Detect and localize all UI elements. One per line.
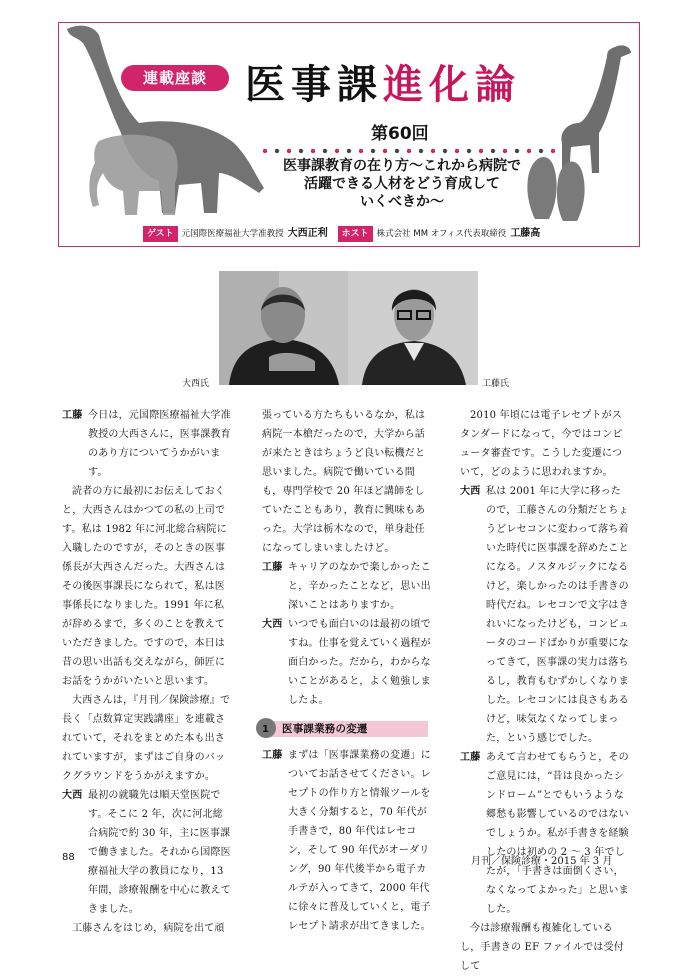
speaker-label: 大西	[62, 790, 83, 801]
divider-dot	[287, 149, 291, 153]
divider-dot	[311, 149, 315, 153]
divider-dot	[407, 149, 411, 153]
subtitle-line: いくべきか〜	[360, 194, 444, 210]
guest-name: 大西正利	[287, 228, 328, 239]
divider-dot	[335, 149, 339, 153]
speaker-label: 工藤	[262, 750, 283, 761]
paragraph-text: 最初の就職先は順天堂医院です。そこに 2 年，次に河北総合病院で約 30 年，主に医事課で働きました。それから国際医療福祉大学の教員になり，13 年間，診療報酬を中心に教えてきました。	[88, 790, 231, 915]
series-title-part1: 医事課	[245, 62, 383, 108]
section-heading	[256, 718, 432, 740]
dialogue-paragraph: 工藤さんをはじめ，病院を出て頑	[72, 923, 225, 934]
dialogue-paragraph	[460, 482, 630, 748]
section-number: 1	[262, 724, 270, 735]
portrait-kudo	[348, 271, 478, 385]
participants-credits	[143, 226, 550, 242]
divider-dot	[431, 149, 435, 153]
divider-dot	[323, 149, 327, 153]
divider-dot	[527, 149, 531, 153]
divider-dot	[395, 149, 399, 153]
dialogue-paragraph: 読者の方に最初にお伝えしておくと，大西さんはかつての私の上司です。私は 1982 年に河北総合病院に入職したのですが，そのときの医事係長が大西さんだった。大西さんはその後医事課長になられて，私は医事係長になりました。1991 年に私が辞めるまで，多くのことを教えていただきました。ですので，本日は昔の思い出話も交えながら，師匠にお話をうかがいたいと思います。	[62, 486, 227, 687]
paragraph-text: キャリアのなかで楽しかったこと，辛かったことなど，思い出深いことはありますか。	[288, 562, 431, 611]
speaker-label: 工藤	[460, 752, 481, 763]
host-tag: ホスト	[338, 226, 373, 242]
page-number: 88	[62, 852, 75, 863]
divider-dot	[443, 149, 447, 153]
text-column-2	[262, 406, 432, 936]
dialogue-paragraph: 2010 年頃には電子レセプトがスタンダードになって，今ではコンピュータ審査です。こうした変遷について，どのように思われますか。	[460, 410, 623, 478]
speaker-label: 大西	[460, 486, 481, 497]
divider-dot	[347, 149, 351, 153]
issue-number: 第60回	[371, 124, 429, 144]
portrait-onishi	[219, 271, 349, 385]
dot-divider	[259, 147, 559, 155]
photo-caption-kudo: 工藤氏	[482, 379, 510, 389]
divider-dot	[419, 149, 423, 153]
section-title: 医事課業務の変遷	[282, 723, 368, 735]
dialogue-paragraph: 今は診療報酬も複雑化しているし，手書きの EF ファイルでは受付して	[460, 923, 624, 972]
divider-dot	[551, 149, 555, 153]
divider-dot	[539, 149, 543, 153]
divider-dot	[371, 149, 375, 153]
divider-dot	[479, 149, 483, 153]
paragraph-text: いつでも面白いのは最初の頃ですね。仕事を覚えていく過程が面白かった。だから，わからないことがあると，よく勉強しましたよ。	[288, 619, 431, 706]
dialogue-paragraph	[262, 615, 432, 710]
divider-dot	[467, 149, 471, 153]
guest-tag: ゲスト	[143, 226, 178, 242]
article-header	[58, 22, 640, 247]
dialogue-paragraph	[262, 558, 432, 615]
divider-dot	[491, 149, 495, 153]
divider-dot	[299, 149, 303, 153]
publication-footer: 月刊／保険診療・2015 年 3 月	[471, 856, 613, 867]
divider-dot	[455, 149, 459, 153]
subtitle-line: 医事課教育の在り方〜これから病院で	[283, 158, 521, 174]
divider-dot	[383, 149, 387, 153]
photo-kudo	[348, 271, 478, 385]
speaker-label: 大西	[262, 619, 283, 630]
divider-dot	[515, 149, 519, 153]
divider-dot	[503, 149, 507, 153]
paragraph-text: 私は 2001 年に大学に移ったので，工藤さんの分類だとちょうどレセコンに変わって落ち着いた時代に医事課を辞めたことになる。ノスタルジックになるけど，楽しかったのは手書きの時代だね。レセコンで文字はきれいになったけども，コンピュータのコードばかりが重要になってきて，医事課の実力は落ちるし，教育もむずかしくなりました。レセコンには良さもあるけど，味気なくなってしまった，という感じでした。	[486, 486, 629, 744]
dialogue-paragraph: 大西さんは，『月刊／保険診療』で長く「点数算定実践講座」を連載されていて，それをまとめた本も出されていますが，まずはご自身のバックグラウンドをうかがえますか。	[62, 695, 231, 782]
dialogue-paragraph	[460, 748, 630, 919]
article-subtitle	[249, 157, 555, 211]
animal-silhouettes-illustration	[59, 23, 640, 247]
dialogue-paragraph	[62, 406, 232, 482]
photo-onishi	[219, 271, 349, 385]
speaker-label: 工藤	[262, 562, 283, 573]
paragraph-text: 今日は，元国際医療福祉大学准教授の大西さんに，医事課教育のあり方についてうかがいます。	[88, 410, 231, 478]
host-name: 工藤高	[510, 228, 541, 239]
host-affiliation: 株式会社 MM オフィス代表取締役	[376, 229, 507, 239]
divider-dot	[359, 149, 363, 153]
guest-affiliation: 元国際医療福祉大学准教授	[181, 229, 284, 239]
divider-dot	[275, 149, 279, 153]
text-column-1	[62, 406, 232, 938]
speaker-label: 工藤	[62, 410, 83, 421]
text-column-3	[460, 406, 630, 976]
series-badge: 連載座談	[121, 65, 229, 91]
paragraph-text: まずは「医事課業務の変遷」についてお話させてください。レセプトの作り方と情報ツールを大きく分類すると，70 年代が手書きで，80 年代はレセコン，そして 90 年代がオーダリング，90 年代後半から電子カルテが入ってきて，2000 年代に徐々に普及していくと，電子レセプト請求が出てきました。	[288, 750, 431, 932]
series-title-part2: 進化論	[383, 62, 521, 108]
photo-caption-onishi: 大西氏	[182, 379, 210, 389]
dialogue-paragraph	[62, 786, 232, 919]
divider-dot	[263, 149, 267, 153]
paragraph-text: あえて言わせてもらうと，そのご意見には，“昔は良かったシンドローム”とでもいうような郷愁も影響しているのではないでしょうか。私が手書きを経験したのは初めの 2 〜 3 年でしたが，「手書きは面倒くさい，なくなってよかった」と思いました。	[486, 752, 629, 915]
dialogue-paragraph	[262, 746, 432, 936]
subtitle-line: 活躍できる人材をどう育成して	[304, 176, 500, 192]
dialogue-paragraph: 張っている方たちもいるなか，私は病院一本槍だったので，大学から話が来たときはちょうど良い転機だと思いました。病院で働いている間も，専門学校で 20 年ほど講師をしていたこともあり，教育に興味もあった。大学は栃木なので，単身赴任になってしまいましたけど。	[262, 410, 426, 554]
series-title	[245, 61, 521, 109]
